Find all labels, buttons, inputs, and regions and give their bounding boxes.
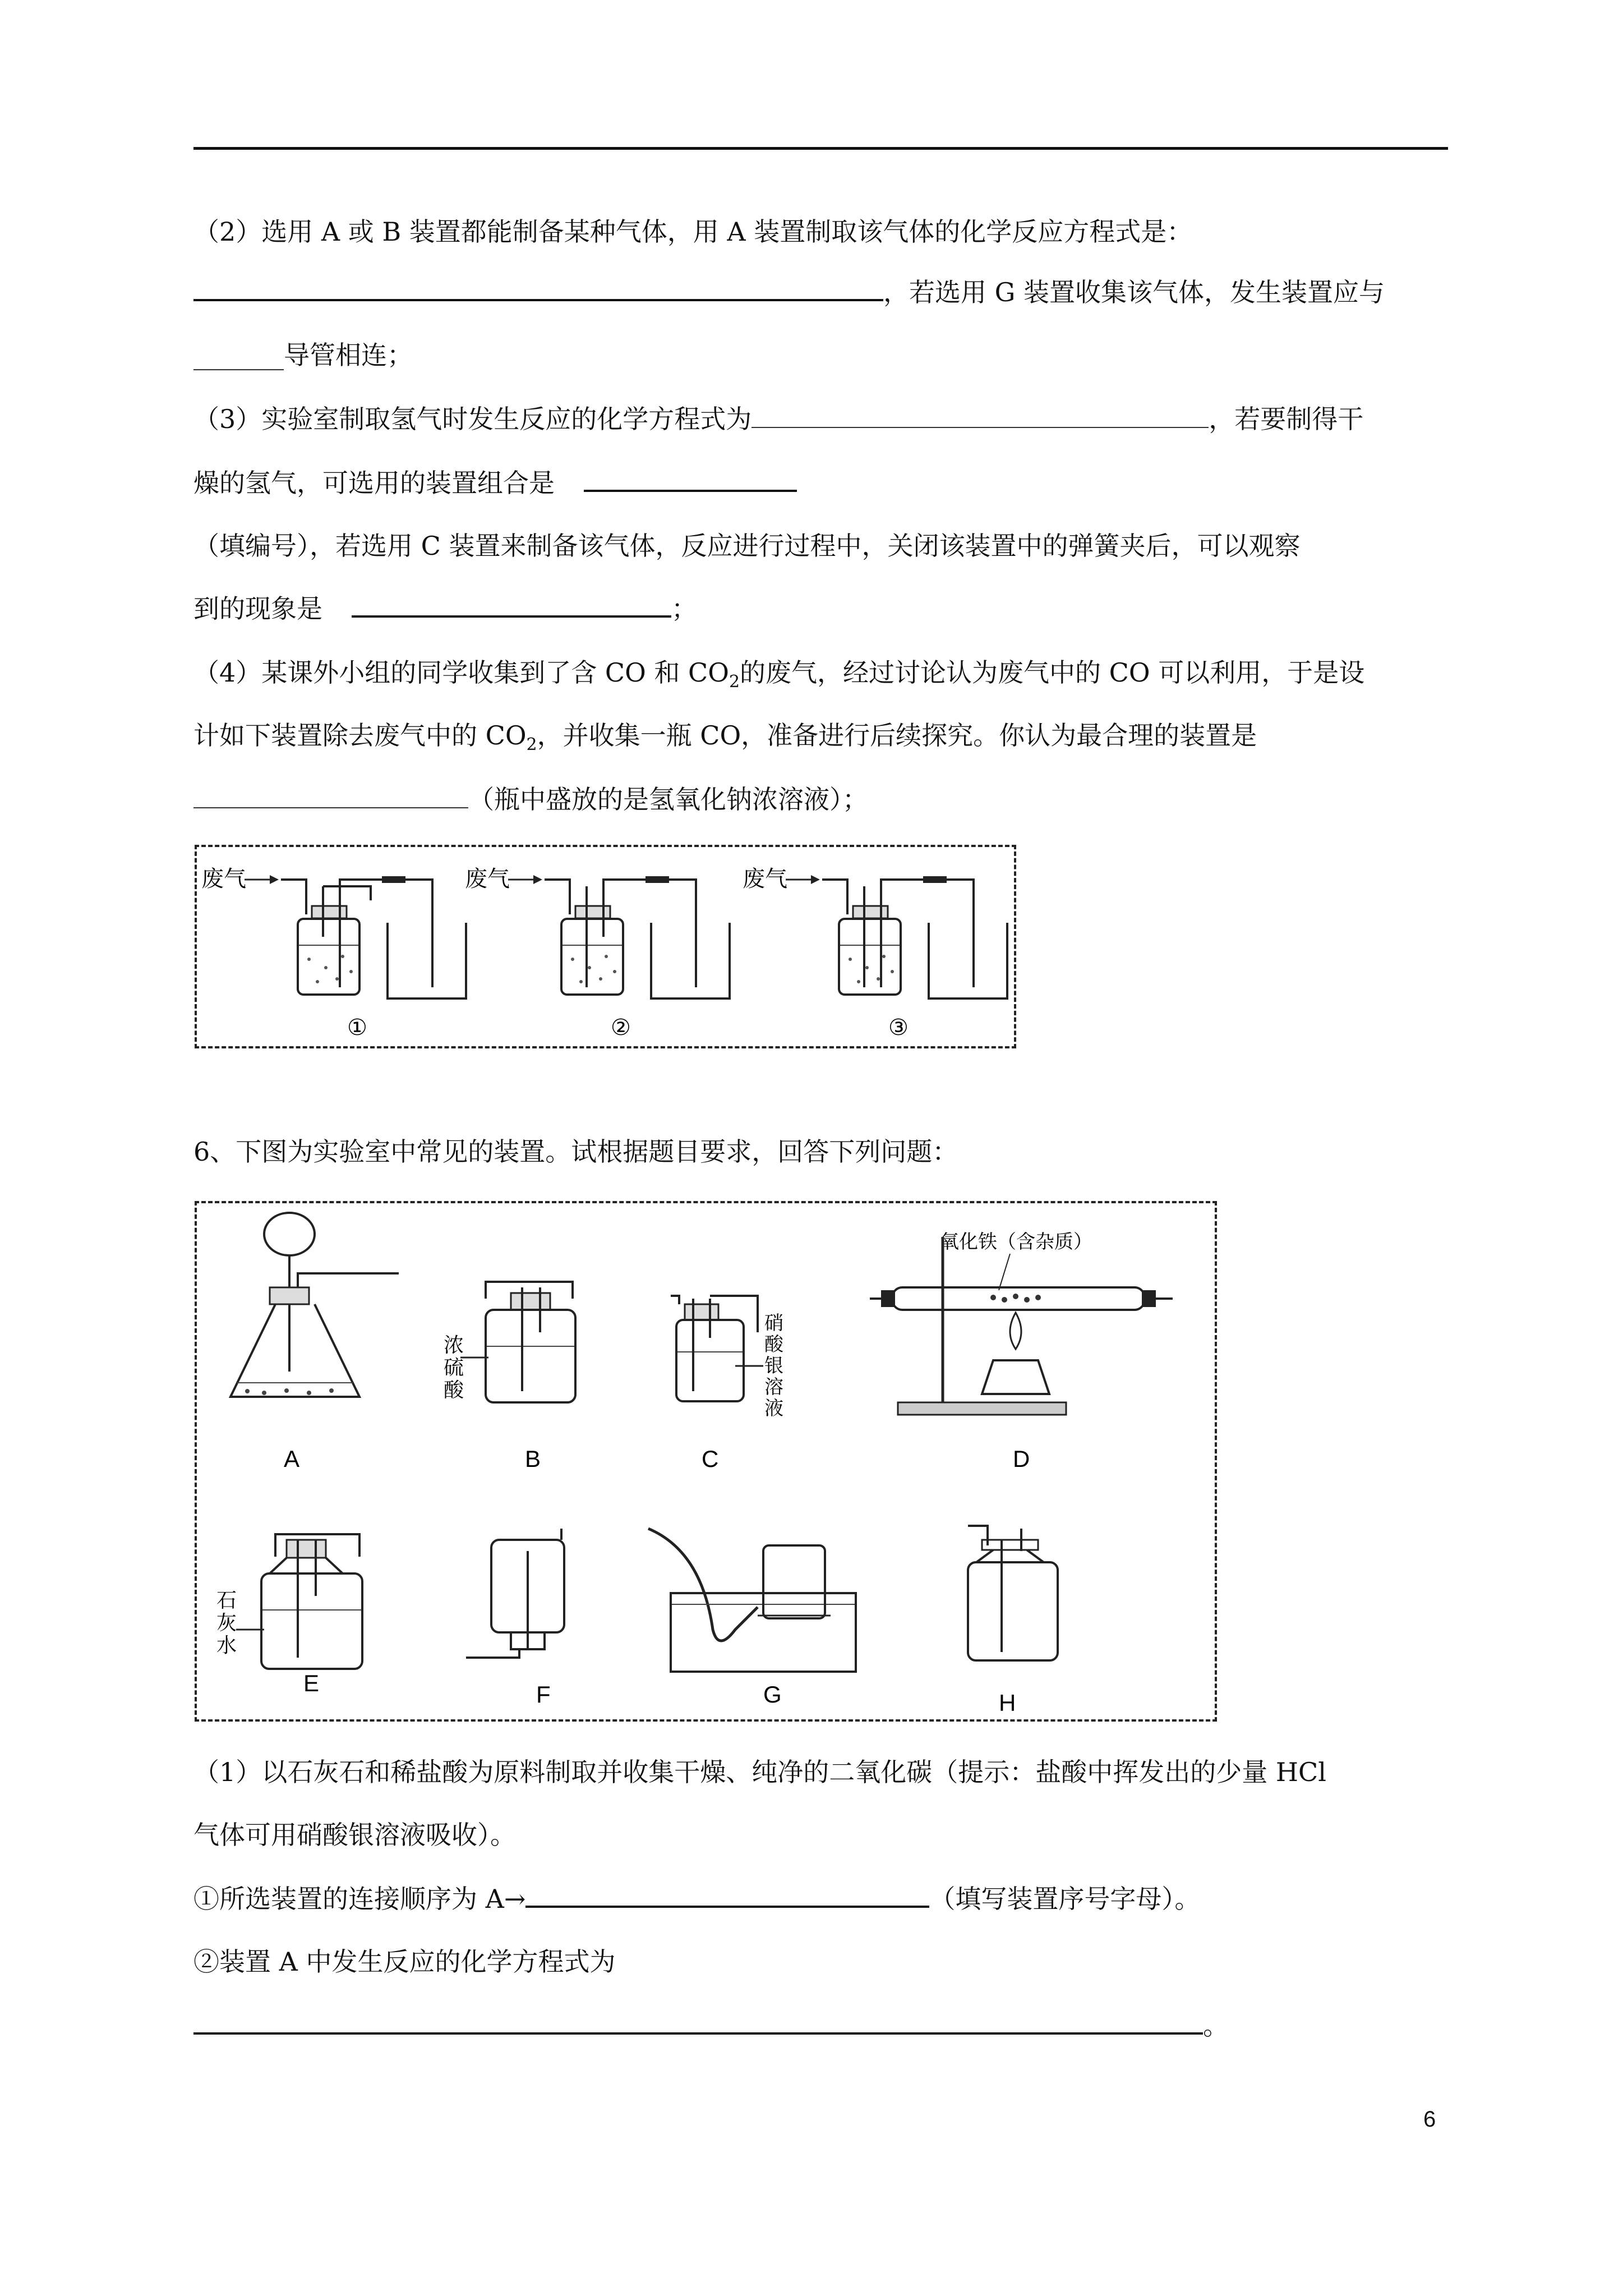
option-label-1: ① — [347, 1015, 367, 1040]
subscript: 2 — [728, 672, 740, 692]
setup-1 — [201, 867, 466, 1040]
apparatus-e — [216, 1534, 362, 1696]
q6-part1-q2-answer — [193, 2006, 1229, 2045]
label-d-iron-oxide: 氧化铁（含杂质） — [940, 1231, 1092, 1253]
apparatus-d — [870, 1231, 1173, 1472]
q6-part1-q2: ②装置 A 中发生反应的化学方程式为 — [193, 1947, 616, 1977]
page-number: 6 — [1423, 2107, 1436, 2132]
q5-part3-line2 — [193, 463, 797, 503]
label-c-char-1: 硝 — [764, 1313, 783, 1334]
q5-part4-line2-text: 计如下装置除去废气中的 CO — [193, 720, 527, 751]
label-e-char-1: 石 — [216, 1589, 237, 1612]
answer-blank[interactable] — [193, 2008, 1203, 2035]
q5-part4-line3 — [193, 780, 868, 819]
q5-part3-line4 — [193, 589, 697, 628]
apparatus-c — [671, 1296, 784, 1472]
apparatus-b — [444, 1282, 575, 1472]
q6-part1-q1-text: ①所选装置的连接顺序为 A→ — [193, 1884, 526, 1914]
q5-part3-line3: （填编号），若选用 C 装置来制备该气体，反应进行过程中，关闭该装置中的弹簧夹后，可以观察 — [193, 531, 1301, 561]
label-b-char-3: 酸 — [444, 1378, 464, 1401]
q5-part4-line3-text: （瓶中盛放的是氢氧化钠浓溶液）； — [468, 784, 868, 815]
q5-part2-line2-text: ，若选用 G 装置收集该气体，发生装置应与 — [883, 277, 1385, 307]
q6-title: 6、下图为实验室中常见的装置。试根据题目要求，回答下列问题： — [193, 1137, 958, 1167]
label-c-char-5: 液 — [764, 1398, 783, 1419]
label-e-char-2: 灰 — [216, 1611, 237, 1634]
q6-part1-q1 — [193, 1879, 1200, 1918]
answer-blank[interactable] — [352, 591, 671, 618]
q5-part4-line2-tail: ，并收集一瓶 CO，准备进行后续探究。你认为最合理的装置是 — [537, 720, 1257, 751]
apparatus-label-a: A — [284, 1446, 300, 1472]
setup-3 — [743, 867, 1007, 1040]
subscript: 2 — [526, 735, 537, 755]
apparatus-label-f: F — [536, 1681, 551, 1708]
q6-part1-q1-tail: （填写装置序号字母）。 — [929, 1884, 1201, 1914]
label-c-char-2: 酸 — [764, 1334, 783, 1355]
setup-2 — [465, 867, 730, 1040]
answer-blank[interactable] — [193, 274, 883, 301]
q5-part4-line1 — [193, 653, 1364, 702]
waste-gas-label: 废气 — [743, 867, 787, 891]
apparatus-g — [648, 1529, 856, 1708]
apparatus-a — [230, 1213, 399, 1472]
figure-gas-washing-options — [195, 845, 1016, 1048]
q5-part3-line1 — [193, 399, 1363, 439]
apparatus-label-h: H — [999, 1690, 1016, 1716]
option-label-3: ③ — [888, 1015, 909, 1040]
q5-part2-line1: （2）选用 A 或 B 装置都能制备某种气体，用 A 装置制取该气体的化学反应方程式是： — [193, 217, 1193, 247]
q6-part1-q2-end: 。 — [1203, 2010, 1229, 2041]
q5-part4-line2 — [193, 716, 1257, 765]
answer-blank[interactable] — [584, 465, 797, 492]
q6-part1-line2: 气体可用硝酸银溶液吸收）。 — [193, 1820, 516, 1850]
apparatus-h — [968, 1526, 1058, 1716]
apparatus-label-b: B — [525, 1446, 541, 1472]
apparatus-f — [466, 1529, 564, 1708]
answer-blank[interactable]: _______ — [193, 340, 284, 370]
q5-part3-line1-text: （3）实验室制取氢气时发生反应的化学方程式为 — [193, 404, 752, 434]
apparatus-label-e: E — [303, 1670, 320, 1696]
figure-lab-apparatus — [195, 1201, 1217, 1722]
q5-part2-line2 — [193, 273, 1385, 312]
lab-apparatus-diagram — [197, 1203, 1215, 1719]
header-rule — [193, 147, 1448, 150]
apparatus-label-c: C — [702, 1446, 719, 1472]
label-c-char-3: 银 — [764, 1355, 783, 1377]
label-c-char-4: 溶 — [764, 1377, 783, 1398]
q5-part4-line1-text: （4）某课外小组的同学收集到了含 CO 和 CO — [193, 657, 729, 688]
answer-blank[interactable] — [525, 1881, 929, 1908]
q5-part4-line1-tail: 的废气，经过讨论认为废气中的 CO 可以利用，于是设 — [740, 657, 1365, 688]
answer-blank[interactable] — [193, 783, 468, 808]
q5-part3-line4-text: 到的现象是 — [193, 593, 322, 624]
q5-part2-line3-text: 导管相连； — [284, 340, 413, 370]
apparatus-label-d: D — [1013, 1446, 1030, 1472]
option-label-2: ② — [611, 1015, 631, 1040]
q5-part3-line4-tail: ； — [671, 593, 697, 624]
q5-part3-line2-text: 燥的氢气，可选用的装置组合是 — [193, 468, 555, 498]
answer-blank[interactable] — [751, 402, 1209, 428]
q6-part1-line1: （1）以石灰石和稀盐酸为原料制取并收集干燥、纯净的二氧化碳（提示：盐酸中挥发出的少量 HCl — [193, 1757, 1326, 1787]
q5-part3-line1-tail: ，若要制得干 — [1209, 404, 1364, 434]
apparatus-label-g: G — [763, 1681, 782, 1708]
label-b-char-1: 浓 — [444, 1333, 464, 1356]
gas-washing-diagram — [197, 847, 1014, 1046]
q5-part2-line3 — [193, 335, 413, 375]
label-e-char-3: 水 — [216, 1634, 237, 1657]
waste-gas-label: 废气 — [465, 867, 510, 891]
waste-gas-label: 废气 — [201, 867, 246, 891]
label-b-char-2: 硫 — [444, 1356, 464, 1379]
